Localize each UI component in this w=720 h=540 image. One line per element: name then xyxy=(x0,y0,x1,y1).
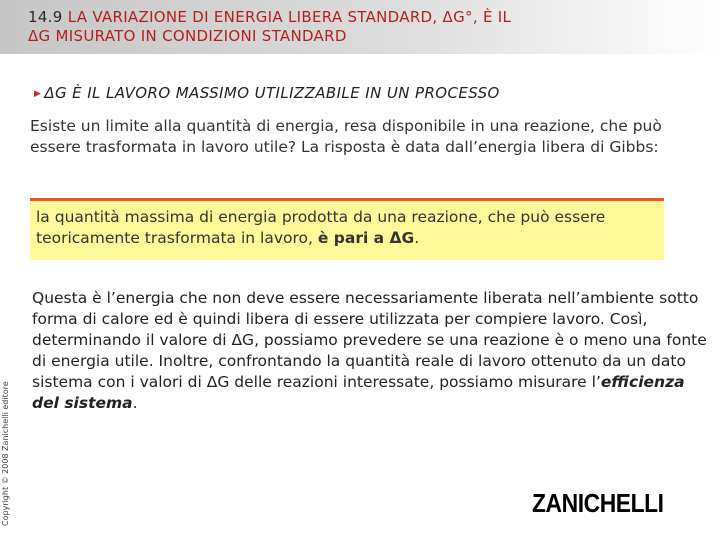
page-title xyxy=(28,8,708,46)
highlight-bold: è pari a ΔG xyxy=(317,229,415,247)
section-number: 14.9 xyxy=(28,8,63,26)
subtitle xyxy=(34,84,500,102)
triangle-bullet-icon: ▶ xyxy=(34,89,42,99)
body-paragraph xyxy=(32,288,708,414)
title-line-1: LA VARIAZIONE DI ENERGIA LIBERA STANDARD, ΔG°, È IL xyxy=(67,8,512,26)
highlight-accent-line xyxy=(30,198,664,201)
body-end: . xyxy=(132,394,138,412)
copyright-notice: Copyright © 2008 Zanichelli editore xyxy=(1,381,10,526)
subtitle-text: ΔG È IL LAVORO MASSIMO UTILIZZABILE IN UN PROCESSO xyxy=(44,84,500,102)
intro-paragraph: Esiste un limite alla quantità di energia, resa disponibile in una reazione, che può essere trasformata in lavoro utile? La risposta è data dall’energia libera di Gibbs: xyxy=(30,117,662,156)
body-emphasis: efficienza del sistema xyxy=(32,373,685,412)
highlight-plain: la quantità massima di energia prodotta da una reazione, che può essere teoricamente trasformata in lavoro, xyxy=(36,208,606,247)
title-line-2: ΔG MISURATO IN CONDIZIONI STANDARD xyxy=(28,27,347,45)
body-plain: Questa è l’energia che non deve essere necessariamente liberata nell’ambiente sotto forma di calore ed è quindi libera di essere utilizzata per compiere lavoro. Così, determinando il valore di ΔG, possiamo prevedere se una reazione è o meno una fonte di energia utile. Inoltre, confrontando la quantità reale di lavoro ottenuto da un dato sistema con i valori di ΔG delle reazioni interessate, possiamo misurare l’ xyxy=(32,289,707,391)
highlight-end: . xyxy=(414,229,420,247)
zanichelli-logo: ZANICHELLI xyxy=(532,488,664,518)
highlight-text xyxy=(36,207,662,249)
